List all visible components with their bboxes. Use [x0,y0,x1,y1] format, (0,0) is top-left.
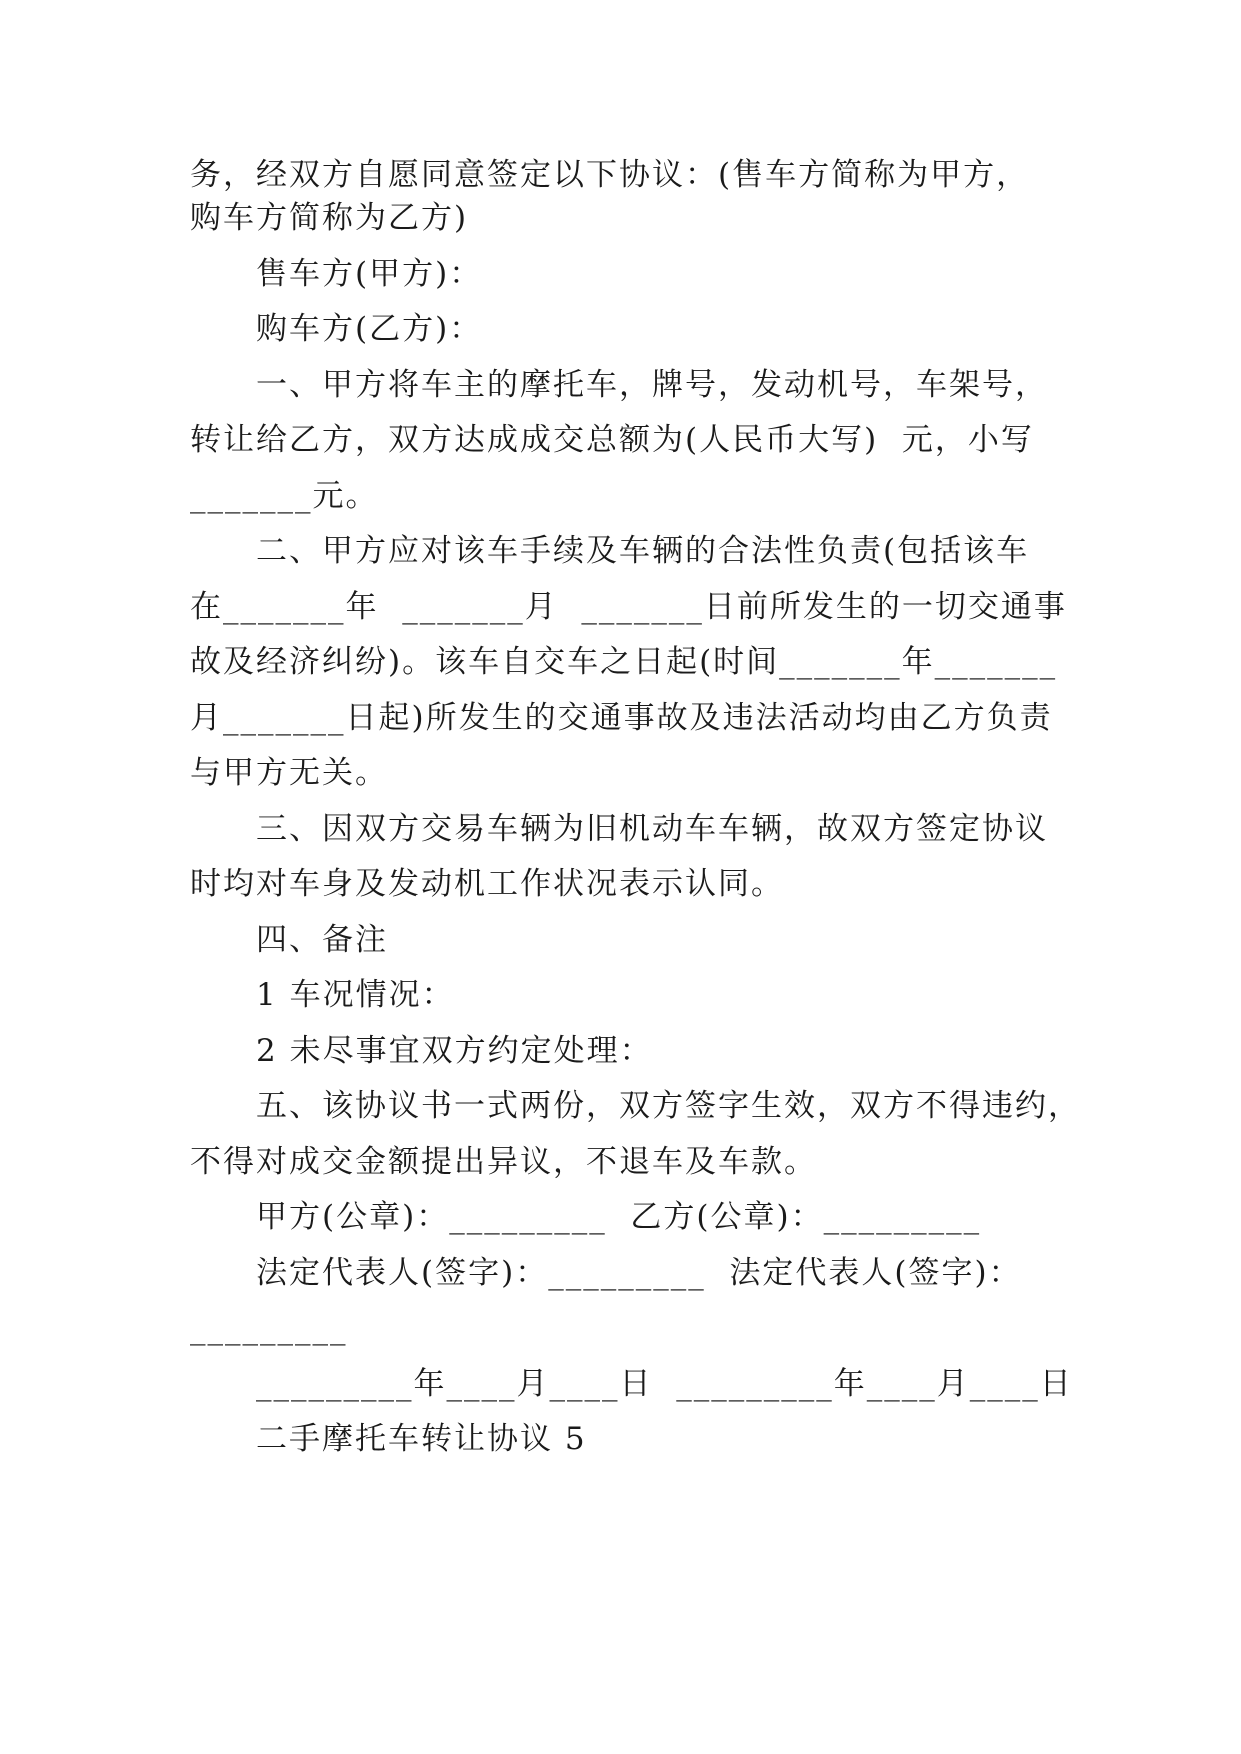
clause-2-line: 在_______年 _______月 _______日前所发生的一切交通事 [190,589,1067,625]
clause-3-line: 时均对车身及发动机工作状况表示认同。 [190,866,784,902]
clause-1-line: _______元。 [190,478,379,514]
clause-4-heading: 四、备注 [256,922,388,958]
seal-line: 甲方(公章)：_________ 乙方(公章)：_________ [256,1199,982,1235]
clause-2-line: 与甲方无关。 [190,755,388,791]
clause-5-line: 不得对成交金额提出异议，不退车及车款。 [190,1144,817,1180]
note-item: 1 车况情况： [256,977,455,1013]
clause-5-line: 五、该协议书一式两份，双方签字生效，双方不得违约， [256,1088,1081,1124]
signature-blank: _________ [190,1310,348,1346]
section-title: 二手摩托车转让协议 5 [256,1421,587,1457]
clause-2-line: 月_______日起)所发生的交通事故及违法活动均由乙方负责 [190,700,1053,736]
text-line: 务，经双方自愿同意签定以下协议：(售车方简称为甲方， [190,157,1030,193]
buyer-label: 购车方(乙方)： [256,311,483,347]
seller-label: 售车方(甲方)： [256,256,483,292]
clause-2-line: 故及经济纠纷)。该车自交车之日起(时间_______年_______ [190,644,1058,680]
clause-3-line: 三、因双方交易车辆为旧机动车车辆，故双方签定协议 [256,811,1048,847]
clause-1-line: 一、甲方将车主的摩托车，牌号，发动机号，车架号， [256,367,1048,403]
clause-1-line: 转让给乙方，双方达成成交总额为(人民币大写) 元，小写 [190,422,1034,458]
note-item: 2 未尽事宜双方约定处理： [256,1033,653,1069]
clause-2-line: 二、甲方应对该车手续及车辆的合法性负责(包括该车 [256,533,1030,569]
signature-line: 法定代表人(签字)：_________ 法定代表人(签字)： [256,1255,1022,1291]
text-line: 购车方简称为乙方) [190,200,469,236]
date-line: _________年____月____日 _________年____月____日 [256,1366,1073,1402]
